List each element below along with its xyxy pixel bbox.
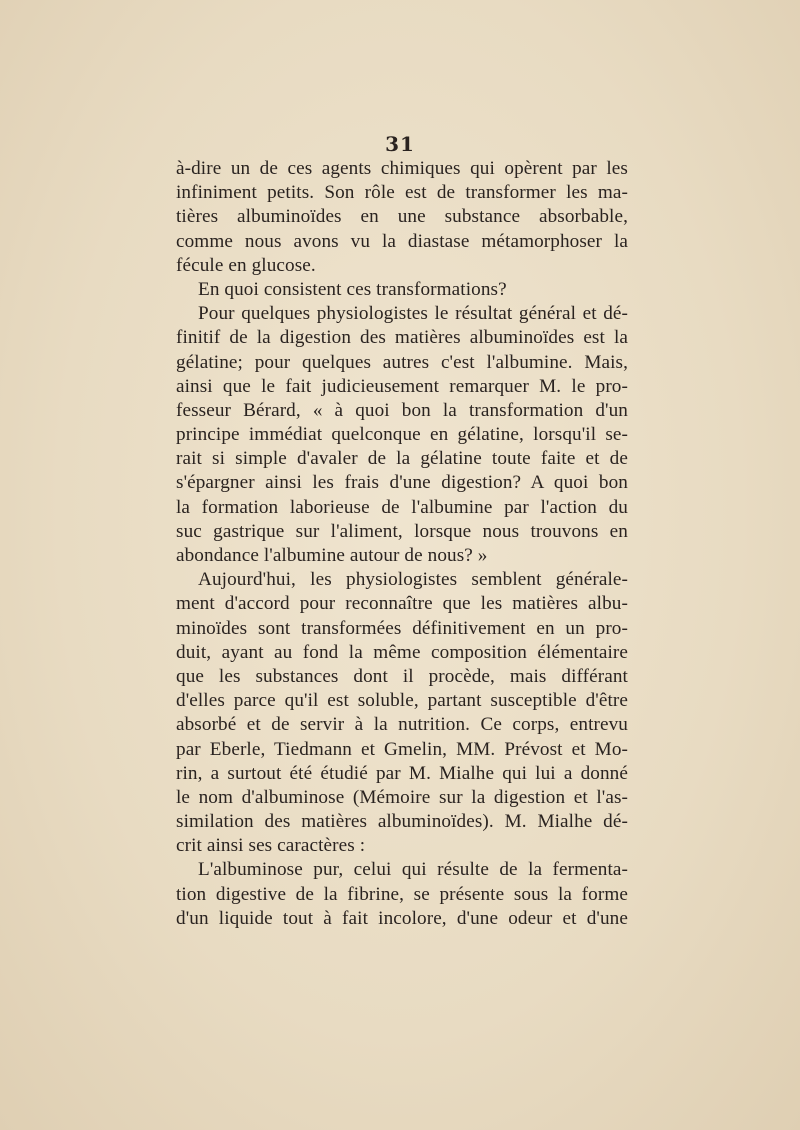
- text-line: que les substances dont il procède, mais différant: [176, 665, 628, 687]
- text-line: rait si simple d'avaler de la gélatine toute faite et de: [176, 448, 628, 470]
- text-line: fesseur Bérard, « à quoi bon la transformation d'un: [176, 399, 628, 421]
- text-line: rin, a surtout été étudié par M. Mialhe qui lui a donné: [176, 762, 628, 784]
- text-line: tion digestive de la fibrine, se présente sous la forme: [176, 883, 628, 905]
- text-line: duit, ayant au fond la même composition élémentaire: [176, 641, 628, 663]
- text-line: abondance l'albumine autour de nous? »: [176, 545, 488, 566]
- text-line: En quoi consistent ces transformations?: [198, 278, 507, 300]
- text-line: s'épargner ainsi les frais d'une digestion? A quoi bon: [176, 472, 628, 494]
- text-line: Pour quelques physiologistes le résultat général et dé-: [198, 303, 628, 325]
- text-line: à-dire un de ces agents chimiques qui opèrent par les: [176, 158, 628, 179]
- text-line: ainsi que le fait judicieusement remarquer M. le pro-: [176, 375, 628, 397]
- page-number: 31: [385, 132, 415, 156]
- text-line: comme nous avons vu la diastase métamorphoser la: [176, 230, 628, 252]
- text-line: ment d'accord pour reconnaître que les matières albu-: [176, 593, 628, 615]
- text-line: par Eberle, Tiedmann et Gmelin, MM. Prévost et Mo-: [176, 738, 628, 760]
- text-line: le nom d'albuminose (Mémoire sur la digestion et l'as-: [176, 786, 628, 808]
- text-line: suc gastrique sur l'aliment, lorsque nous trouvons en: [176, 520, 628, 542]
- text-line: principe immédiat quelconque en gélatine, lorsqu'il se-: [176, 424, 628, 446]
- text-line: minoïdes sont transformées définitivement en un pro-: [176, 617, 628, 639]
- text-line: crit ainsi ses caractères :: [176, 835, 366, 857]
- text-line: la formation laborieuse de l'albumine par l'action du: [176, 496, 628, 518]
- text-line: tières albuminoïdes en une substance absorbable,: [176, 206, 628, 228]
- text-line: Aujourd'hui, les physiologistes semblent générale-: [198, 569, 628, 591]
- text-line: finitif de la digestion des matières albuminoïdes est la: [176, 327, 628, 349]
- text-line: infiniment petits. Son rôle est de transformer les ma-: [176, 182, 628, 204]
- body-text: [176, 157, 628, 931]
- text-line: similation des matières albuminoïdes). M. Mialhe dé-: [176, 811, 628, 833]
- text-line: gélatine; pour quelques autres c'est l'albumine. Mais,: [176, 351, 628, 373]
- text-line: fécule en glucose.: [176, 254, 316, 276]
- text-line: d'un liquide tout à fait incolore, d'une odeur et d'une: [176, 907, 628, 929]
- text-line: absorbé et de servir à la nutrition. Ce corps, entrevu: [176, 714, 628, 736]
- text-line: d'elles parce qu'il est soluble, partant susceptible d'être: [176, 690, 628, 712]
- text-line: L'albuminose pur, celui qui résulte de la fermenta-: [198, 859, 628, 881]
